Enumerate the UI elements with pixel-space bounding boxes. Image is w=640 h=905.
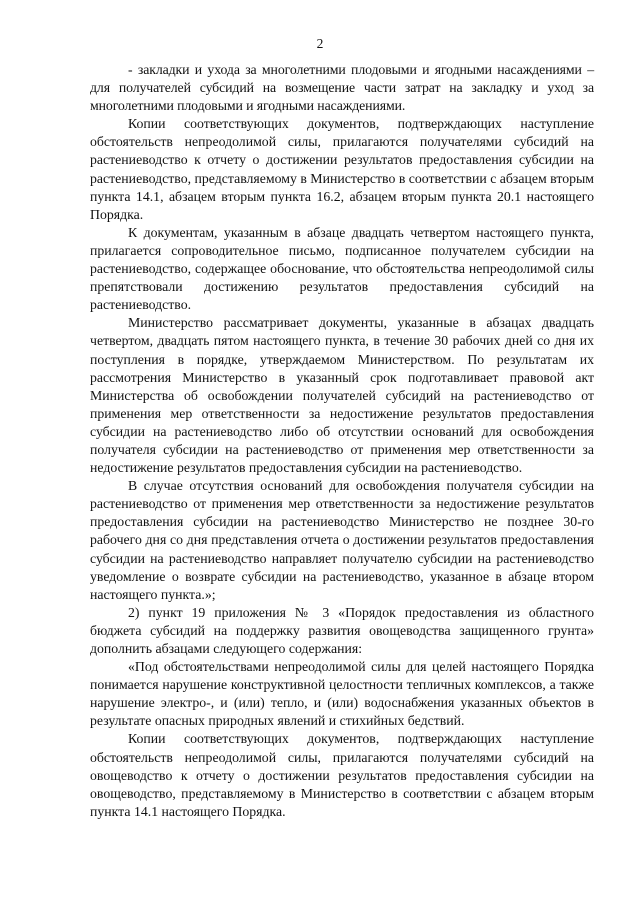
- paragraph-cover-letter: К документам, указанным в абзаце двадцать четвертом настоящего пункта, прилагается сопроводительное письмо, подписанное получателем субсидии на растениеводство, содержащее обоснование, что обстоятельства непреодолимой силы препятствовали достижению результатов предоставления субсидий на растениеводство.: [90, 224, 594, 313]
- paragraph-planting-care: - закладки и ухода за многолетними плодовыми и ягодными насаждениями – для получателей субсидий на возмещение части затрат на закладку и уход за многолетними плодовыми и ягодными насаждениями.: [90, 62, 594, 114]
- paragraph-force-majeure-definition: «Под обстоятельствами непреодолимой силы для целей настоящего Порядка понимается нарушение конструктивной целостности тепличных комплексов, а также нарушение электро-, и (или) тепло, и (или) водоснабжения указанных объектов в результате опасных природных явлений и стихийных бедствий.: [90, 659, 594, 729]
- paragraph-force-majeure-documents-crops: Копии соответствующих документов, подтверждающих наступление обстоятельств непреодолимой силы, прилагаются получателями субсидий на растениеводство к отчету о достижении результатов предоставления субсидии на растениеводство, представляемому в Министерство в соответствии с абзацем вторым пункта 14.1, абзацем вторым пункта 16.2, абзацем вторым пункта 20.1 настоящего Порядка.: [90, 116, 594, 222]
- paragraph-force-majeure-documents-vegetables: Копии соответствующих документов, подтверждающих наступление обстоятельств непреодолимой силы, прилагаются получателями субсидий на овощеводство к отчету о достижении результатов предоставления субсидии на овощеводство, представляемому в Министерство в соответствии с абзацем вторым пункта 14.1 настоящего Порядка.: [90, 731, 594, 819]
- paragraph-amendment-item-19: 2) пункт 19 приложения № 3 «Порядок предоставления из областного бюджета субсидий на поддержку развития овощеводства защищенного грунта» дополнить абзацами следующего содержания:: [90, 604, 594, 656]
- page-number: 2: [316, 36, 324, 51]
- document-body: [90, 61, 594, 821]
- paragraph-refund-notice: В случае отсутствия оснований для освобождения получателя субсидии на растениеводство от применения мер ответственности за недостижение результатов предоставления субсидии на растениеводство Министерство не позднее 30-го рабочего дня со дня представления отчета о достижении результатов предоставления субсидии на растениеводство направляет получателю субсидии на растениеводство уведомление о возврате субсидии на растениеводство, указанное в абзаце втором настоящего пункта.»;: [90, 478, 594, 602]
- paragraph-ministry-review: Министерство рассматривает документы, указанные в абзацах двадцать четвертом, двадцать пятом настоящего пункта, в течение 30 рабочих дней со дня их поступления в порядке, утверждаемом Министерством. По результатам их рассмотрения Министерство в указанный срок подготавливает правовой акт Министерства об освобождении получателей субсидий на растениеводство от применения мер ответственности за недостижение результатов предоставления субсидии на растениеводство либо об отсутствии оснований для освобождения получателя субсидии на растениеводство от применения мер ответственности за недостижение результатов предоставления субсидии на растениеводство.: [90, 315, 594, 476]
